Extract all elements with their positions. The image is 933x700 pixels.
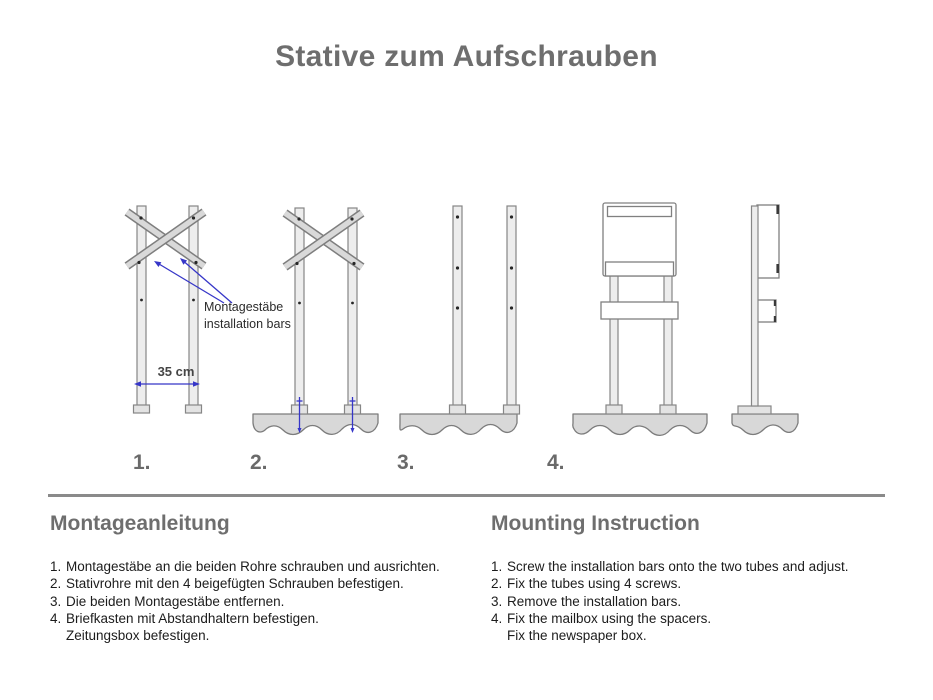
tube (295, 208, 304, 406)
instruction-number: 3. (50, 593, 62, 609)
mailbox-side (756, 205, 779, 278)
instruction-row (491, 593, 848, 610)
english-heading: Mounting Instruction (491, 512, 700, 535)
spacer (774, 300, 776, 306)
spacer (774, 316, 776, 322)
instruction-text: Remove the installation bars. (507, 593, 682, 609)
separator-line (48, 494, 885, 497)
screw-hole (298, 302, 301, 305)
instruction-text: Die beiden Montagestäbe entfernen. (66, 593, 285, 609)
screw-hole (456, 306, 459, 309)
mailbox (603, 203, 676, 276)
tube (752, 206, 759, 406)
step-number-4: 4. (547, 451, 565, 474)
dimension-label: 35 cm (157, 364, 195, 379)
instruction-text: Briefkasten mit Abstandhaltern befestigen. (66, 610, 319, 626)
instruction-text: Fix the mailbox using the spacers. (507, 610, 712, 626)
step4-side-figure (732, 205, 798, 435)
newspaper-box-side (757, 300, 776, 322)
instruction-row (50, 558, 440, 575)
ground (400, 414, 517, 435)
screw-hole (352, 262, 355, 265)
instruction-number: 4. (50, 610, 62, 626)
tube (507, 206, 516, 406)
annotation-line-en: installation bars (204, 316, 291, 331)
screw-hole (510, 266, 513, 269)
screw-hole (194, 261, 197, 264)
german-heading: Montageanleitung (50, 512, 230, 535)
screw-hole (137, 261, 140, 264)
instruction-text: Fix the newspaper box. (507, 628, 647, 644)
instruction-row (50, 610, 440, 627)
tube (453, 206, 462, 406)
foot-plate (738, 406, 771, 414)
english-instruction-list (491, 558, 848, 644)
instruction-text: Fix the tubes using 4 screws. (507, 576, 682, 592)
ground (253, 414, 378, 435)
screw-hole (192, 216, 195, 219)
ground (573, 414, 707, 435)
german-instruction-list (50, 558, 440, 644)
instruction-row (491, 558, 848, 575)
instruction-number (50, 627, 66, 644)
instruction-row (491, 575, 848, 592)
screw-hole (140, 299, 143, 302)
instruction-row (491, 627, 848, 644)
newspaper-box (601, 302, 678, 319)
instruction-row (50, 627, 440, 644)
ground (732, 414, 798, 435)
foot-plate (134, 405, 150, 413)
instruction-text: Zeitungsbox befestigen. (66, 628, 210, 644)
instruction-number: 2. (50, 576, 62, 592)
instruction-row (491, 610, 848, 627)
screw-hole (139, 216, 142, 219)
foot-plate (660, 405, 676, 414)
foot-plate (504, 405, 520, 414)
screw-hole (295, 262, 298, 265)
tube (137, 206, 146, 406)
screw-hole (456, 215, 459, 218)
instruction-text: Screw the installation bars onto the two tubes and adjust. (507, 559, 849, 574)
instruction-text: Montagestäbe an die beiden Rohre schrauben und ausrichten. (66, 559, 440, 574)
instruction-row (50, 593, 440, 610)
tube (348, 208, 357, 406)
instruction-number (491, 627, 507, 644)
screw-hole (510, 306, 513, 309)
step-number-3: 3. (397, 451, 415, 474)
step-number-2: 2. (250, 451, 268, 474)
instruction-number: 1. (50, 559, 62, 574)
foot-plate (606, 405, 622, 414)
annotation-arrow (180, 258, 232, 303)
screw-hole (351, 302, 354, 305)
screw-hole (456, 266, 459, 269)
screw-hole (350, 217, 353, 220)
spacer (776, 205, 779, 214)
instruction-number: 4. (491, 610, 503, 626)
instruction-number: 1. (491, 559, 503, 574)
screw-hole (297, 217, 300, 220)
instruction-text: Stativrohre mit den 4 beigefügten Schrauben befestigen. (66, 576, 404, 592)
installation-bars-annotation (204, 299, 291, 332)
page-title: Stative zum Aufschrauben (275, 40, 658, 73)
instruction-number: 3. (491, 593, 503, 609)
instruction-number: 2. (491, 576, 503, 592)
step4-front-figure (573, 203, 707, 435)
step-number-1: 1. (133, 451, 151, 474)
annotation-line-de: Montagestäbe (204, 300, 284, 314)
step3-figure (400, 206, 520, 435)
foot-plate (450, 405, 466, 414)
instruction-row (50, 575, 440, 592)
screw-hole (192, 299, 195, 302)
spacer (776, 264, 779, 273)
screw-hole (510, 215, 513, 218)
foot-plate (186, 405, 202, 413)
